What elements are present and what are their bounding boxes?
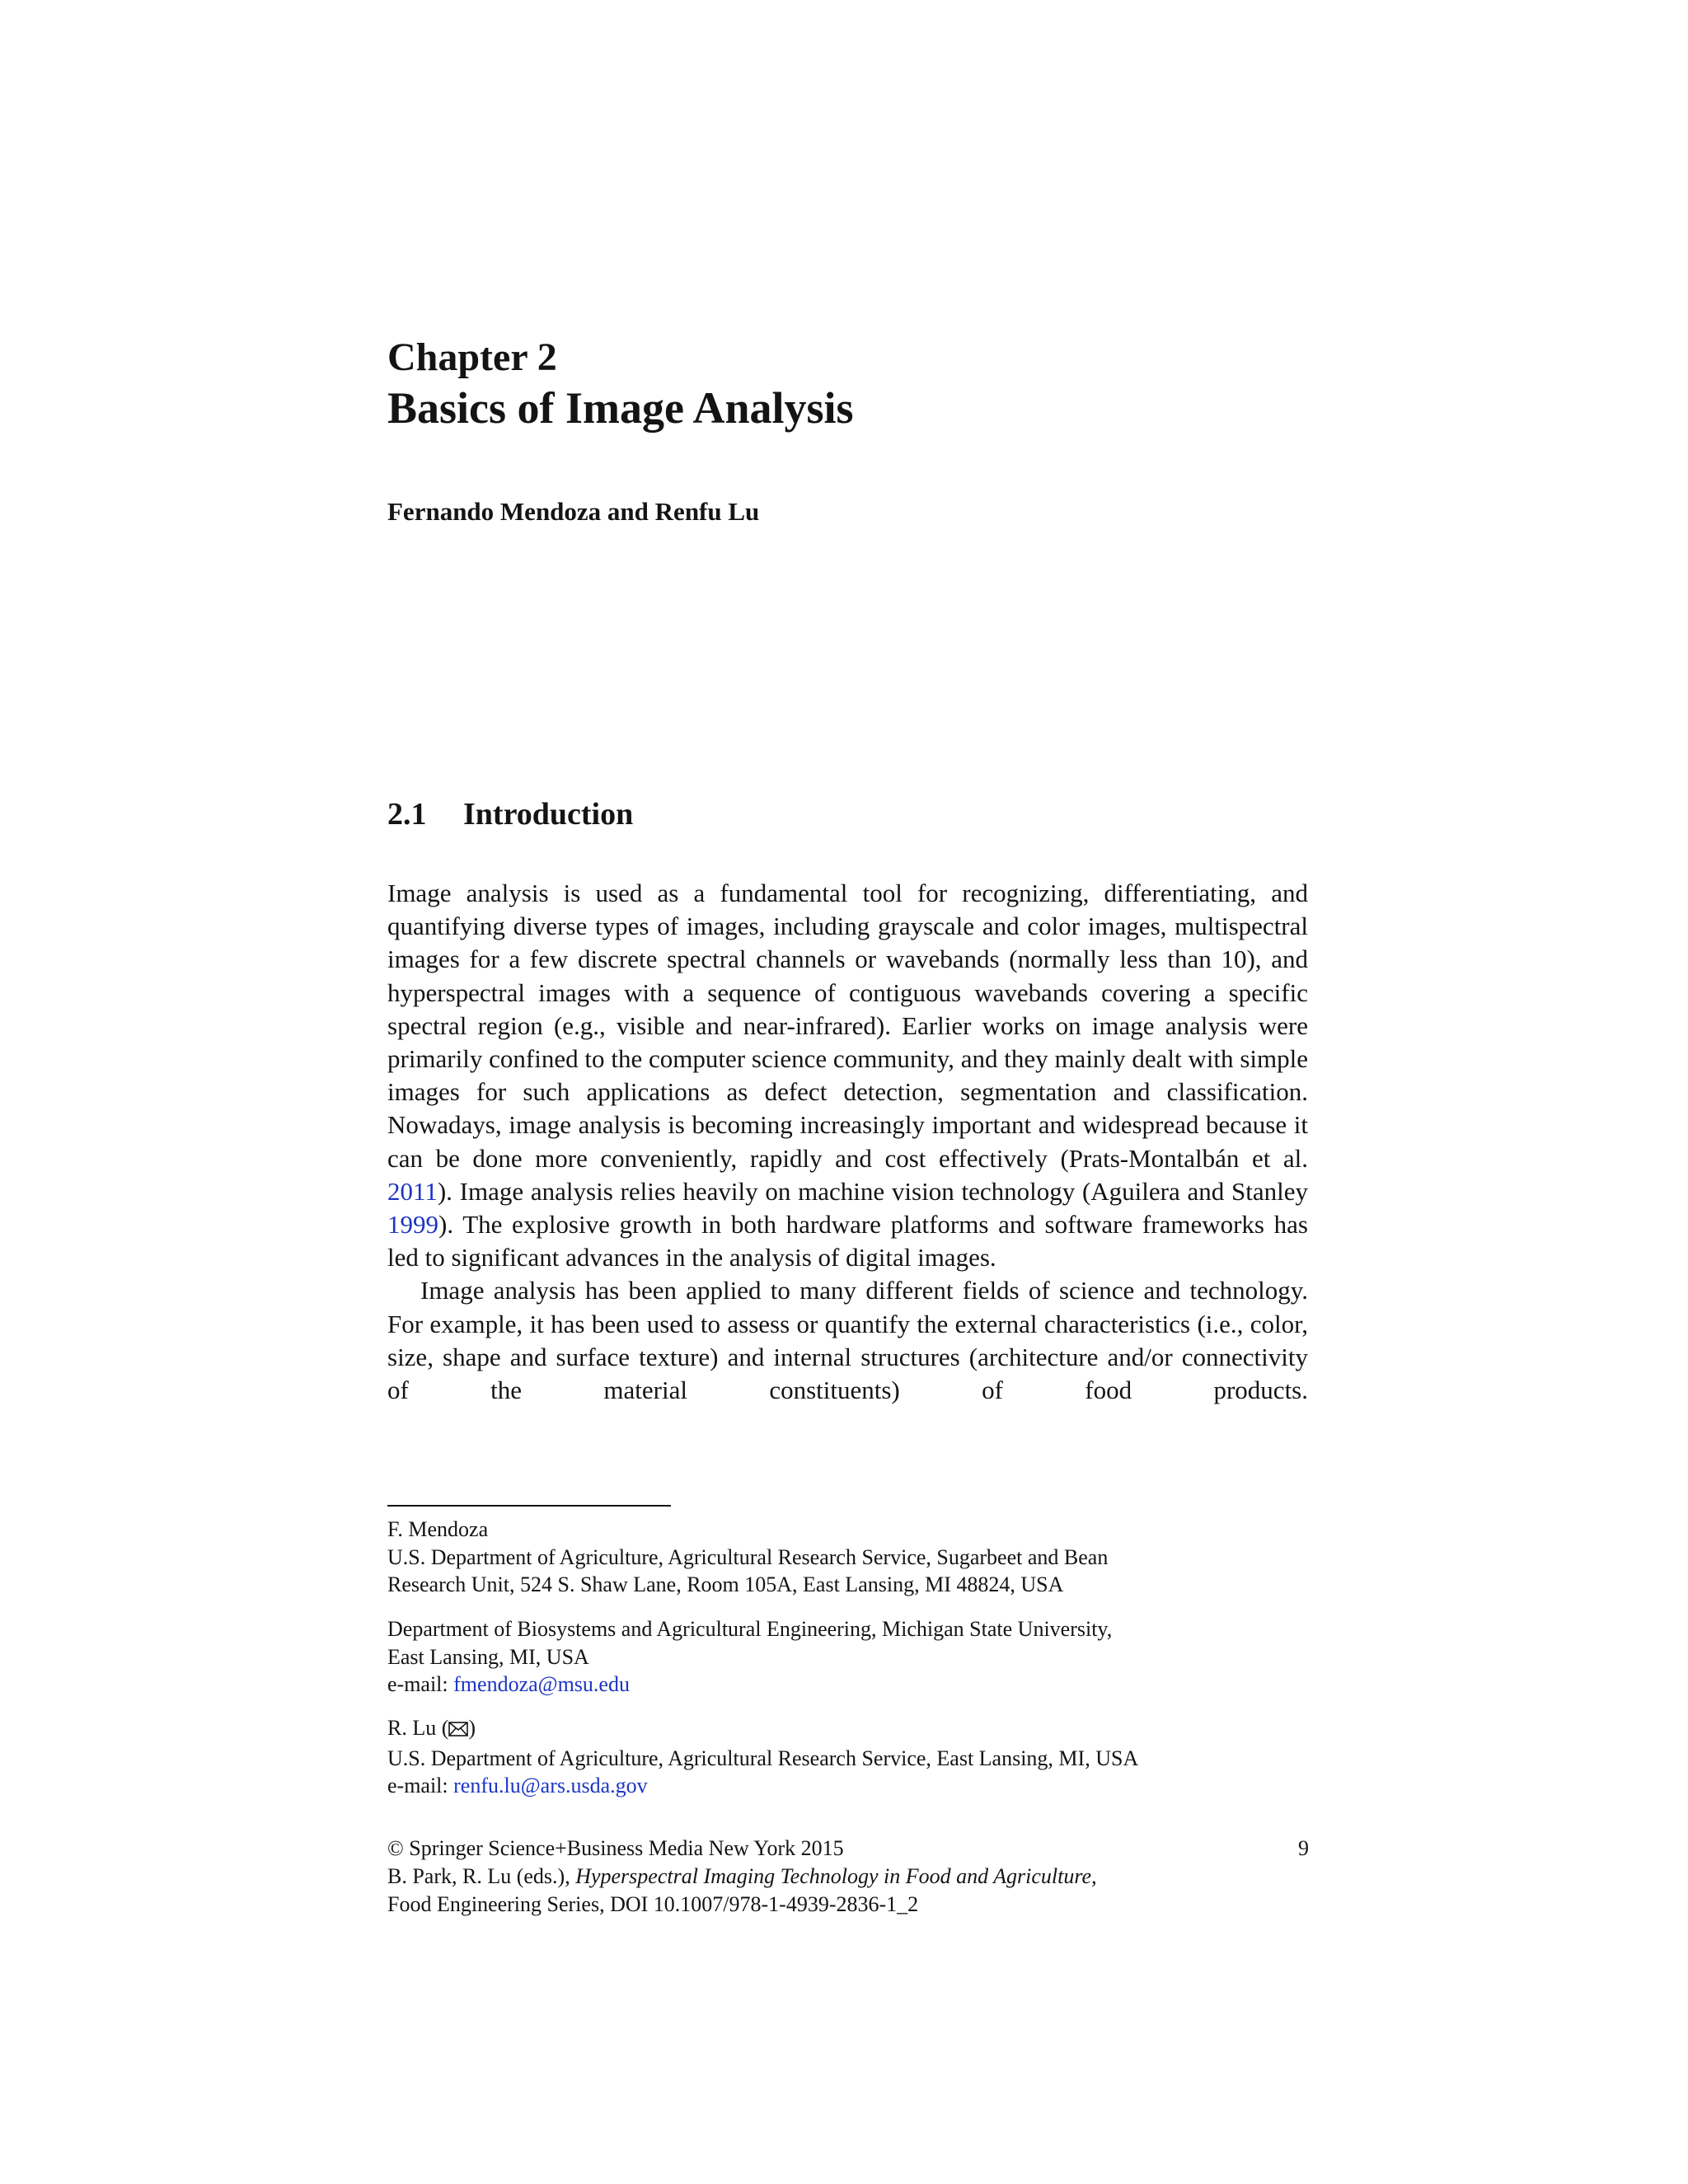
lu-email-line: [387, 1772, 1343, 1800]
footnote-divider: [387, 1505, 671, 1507]
paragraph-1: [387, 877, 1308, 1274]
paragraph-1-text-b: ). Image analysis relies heavily on machine vision technology (Aguilera and Stanley: [437, 1176, 1308, 1206]
chapter-authors: Fernando Mendoza and Renfu Lu: [387, 497, 760, 526]
paragraph-1-text-a: Image analysis is used as a fundamental tool for recognizing, differentiating, and quantifying diverse types of images, including grayscale and color images, multispectral images for a few discrete spectral channels or wavebands (normally less than 10), and hyperspectral images with a sequence of contiguous wavebands covering a specific spectral region (e.g., visible and near-infrared). Earlier works on image analysis were primarily confined to the computer science community, and they mainly dealt with simple images for such applications as defect detection, segmentation and classification. Nowadays, image analysis is becoming increasingly important and widespread because it can be done more conveniently, rapidly and cost effectively (Prats-Montalbán et al.: [387, 879, 1308, 1173]
section-heading: [387, 794, 633, 835]
mendoza-name: F. Mendoza: [387, 1517, 489, 1541]
page: [387, 0, 1311, 2184]
affiliation-mendoza-secondary: [387, 1615, 1343, 1699]
book-citation-suffix: ,: [1091, 1864, 1097, 1888]
lu-name-close: ): [468, 1716, 476, 1740]
lu-email-label: e-mail:: [387, 1774, 454, 1797]
chapter-label: Chapter 2: [387, 335, 557, 379]
affiliation-lu: [387, 1714, 1343, 1800]
mendoza-email-link[interactable]: fmendoza@msu.edu: [453, 1672, 630, 1696]
paragraph-2: Image analysis has been applied to many different fields of science and technology. For example, it has been used to assess or quantify the external characteristics (i.e., color, size, shape and surface texture) and internal structures (architecture and/or connectivity of the material constituents) of food products.: [387, 1276, 1308, 1405]
series-doi-line: Food Engineering Series, DOI 10.1007/978-1-4939-2836-1_2: [387, 1892, 919, 1916]
lu-name-line: [387, 1714, 1343, 1745]
mendoza-affil1-line1: U.S. Department of Agriculture, Agricultural Research Service, Sugarbeet and Bean: [387, 1544, 1109, 1569]
mendoza-affil2-line2: East Lansing, MI, USA: [387, 1644, 589, 1669]
copyright-block: [387, 1835, 1309, 1919]
mendoza-affil2-line1: Department of Biosystems and Agricultural Engineering, Michigan State University,: [387, 1617, 1113, 1641]
lu-affil-line1: U.S. Department of Agriculture, Agricultural Research Service, East Lansing, MI, USA: [387, 1746, 1139, 1770]
lu-email-link[interactable]: renfu.lu@ars.usda.gov: [453, 1774, 648, 1797]
chapter-title: Basics of Image Analysis: [387, 383, 854, 433]
body-text: [387, 877, 1308, 1407]
paragraph-1-text-c: ). The explosive growth in both hardware platforms and software frameworks has led to significant advances in the analysis of digital images.: [387, 1210, 1308, 1272]
mendoza-email-line: [387, 1671, 1343, 1699]
copyright-line: © Springer Science+Business Media New York 2015: [387, 1836, 844, 1860]
book-title: Hyperspectral Imaging Technology in Food and Agriculture: [575, 1864, 1092, 1888]
book-citation-line: [387, 1863, 1309, 1891]
lu-name: R. Lu (: [387, 1716, 449, 1740]
book-editors: B. Park, R. Lu (eds.),: [387, 1864, 576, 1888]
mendoza-affil1-line2: Research Unit, 524 S. Shaw Lane, Room 105A, East Lansing, MI 48824, USA: [387, 1572, 1064, 1596]
citation-link-1999[interactable]: 1999: [387, 1210, 438, 1240]
section-number: 2.1: [387, 797, 427, 832]
section-title: Introduction: [463, 797, 634, 832]
citation-link-2011[interactable]: 2011: [387, 1176, 438, 1206]
affiliation-mendoza: [387, 1516, 1343, 1599]
mendoza-email-label: e-mail:: [387, 1672, 454, 1696]
page-number: 9: [1298, 1836, 1309, 1860]
envelope-icon: [448, 1717, 468, 1745]
